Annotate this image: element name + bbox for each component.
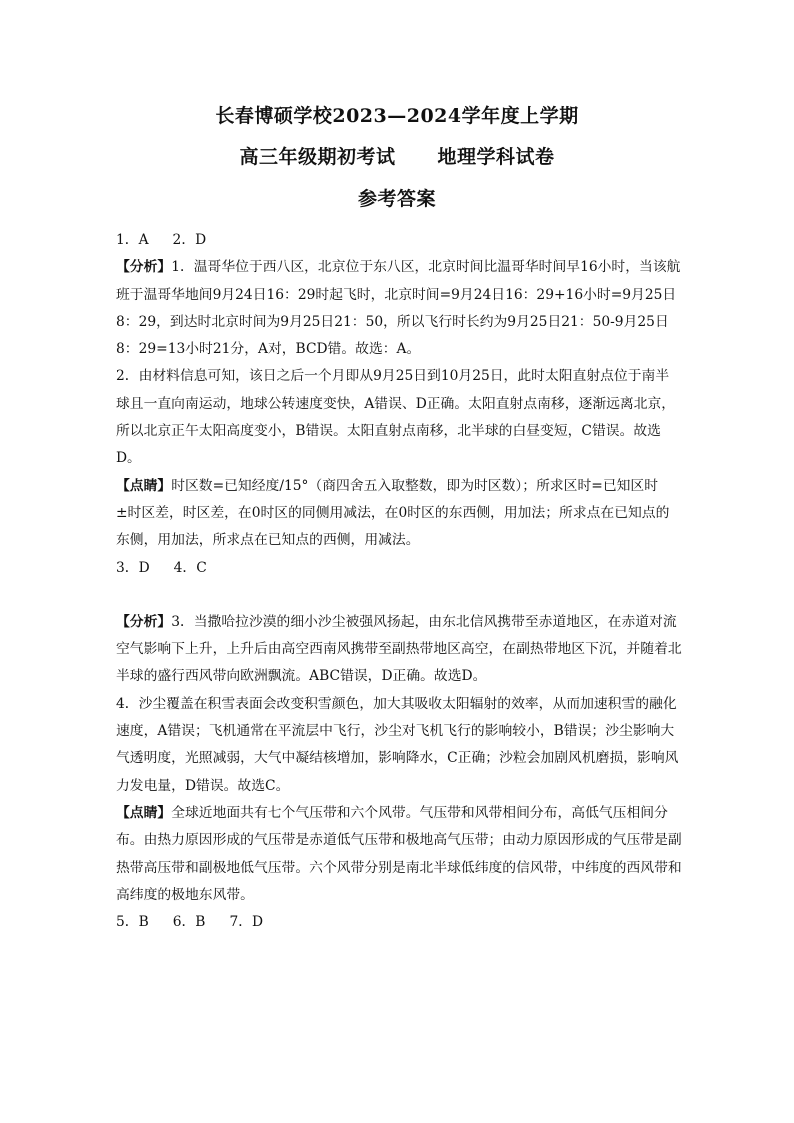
paragraph-text: 时区数=已知经度/15°（商四舍五入取整数，即为时区数）；所求区时=已知区时±时区差，时区差，在0时区的同侧用减法，在0时区的东西侧，用加法；所求点在已知点的东侧，用加法，所求点在已知点的西侧，用减法。 xyxy=(116,477,670,549)
answer-item: 4．C xyxy=(173,559,207,576)
paragraph-text: 3．当撒哈拉沙漠的细小沙尘被强风扬起，由东北信风携带至赤道地区，在赤道对流空气影响下上升，上升后由高空西南风携带至副热带地区高空，在副热带地区下沉，并随着北半球的盛行西风带向欧洲飘流。ABC错误，D正确。故选D。 xyxy=(116,613,682,685)
paragraph-text: 2．由材料信息可知，该日之后一个月即从9月25日到10月25日，此时太阳直射点位于南半球且一直向南运动，地球公转速度变快，A错误、D正确。太阳直射点南移，逐渐远离北京，所以北京正午太阳高度变小，B错误。太阳直射点南移，北半球的白昼变短，C错误。故选D。 xyxy=(116,368,676,467)
answer-item: 5．B xyxy=(116,914,149,931)
explanation-paragraph xyxy=(116,363,682,472)
explanation-paragraph xyxy=(116,691,682,800)
answer-line xyxy=(116,909,682,936)
paragraph-text: 1．温哥华位于西八区，北京位于东八区，北京时间比温哥华时间早16小时，当该航班于温哥华地间9月24日16：29时起飞时，北京时间=9月24日16：29+16小时=9月25日8：29，到达时北京时间为9月25日21：50，所以飞行时长约为9月25日21：50-9月25日8：29=13小时21分，A对，BCD错。故选：A。 xyxy=(116,259,681,358)
explanation-paragraph xyxy=(116,609,682,691)
answer-item: 2．D xyxy=(172,232,207,248)
section-tag: 【点睛】 xyxy=(116,804,172,821)
answer-line xyxy=(116,227,682,254)
section-tag: 【分析】 xyxy=(116,613,172,630)
answer-content xyxy=(116,227,682,936)
answer-item: 3．D xyxy=(116,559,150,576)
paragraph-text: 全球近地面共有七个气压带和六个风带。气压带和风带相间分布，高低气压相间分布。由热力原因形成的气压带是赤道低气压带和极地高气压带；由动力原因形成的气压带是副热带高压带和副极地低气压带。六个风带分别是南北半球低纬度的信风带，中纬度的西风带和高纬度的极地东风带。 xyxy=(116,804,682,903)
answer-line xyxy=(116,555,682,582)
explanation-paragraph xyxy=(116,254,682,363)
paragraph-text: 4．沙尘覆盖在积雪表面会改变积雪颜色，加大其吸收太阳辐射的效率，从而加速积雪的融化速度，A错误；飞机通常在平流层中飞行，沙尘对飞机飞行的影响较小，B错误；沙尘影响大气透明度，光照减弱，大气中凝结核增加，影响降水，C正确；沙粒会加剧风机磨损，影响风力发电量，D错误。故选C。 xyxy=(116,695,679,794)
explanation-paragraph xyxy=(116,800,682,909)
explanation-paragraph xyxy=(116,473,682,555)
section-tag: 【分析】 xyxy=(116,259,172,276)
blank-line xyxy=(116,582,682,609)
document-title: 长春博硕学校2023—2024学年度上学期 xyxy=(215,105,579,127)
answer-key-heading: 参考答案 xyxy=(357,188,436,210)
section-tag: 【点睛】 xyxy=(116,477,172,494)
exam-subtitle xyxy=(0,145,794,169)
subject-name: 地理学科试卷 xyxy=(437,146,555,168)
answer-item: 1．A xyxy=(116,232,149,248)
answer-item: 6．B xyxy=(172,914,206,931)
exam-name: 高三年级期初考试 xyxy=(239,146,396,168)
answer-item: 7．D xyxy=(229,914,264,931)
